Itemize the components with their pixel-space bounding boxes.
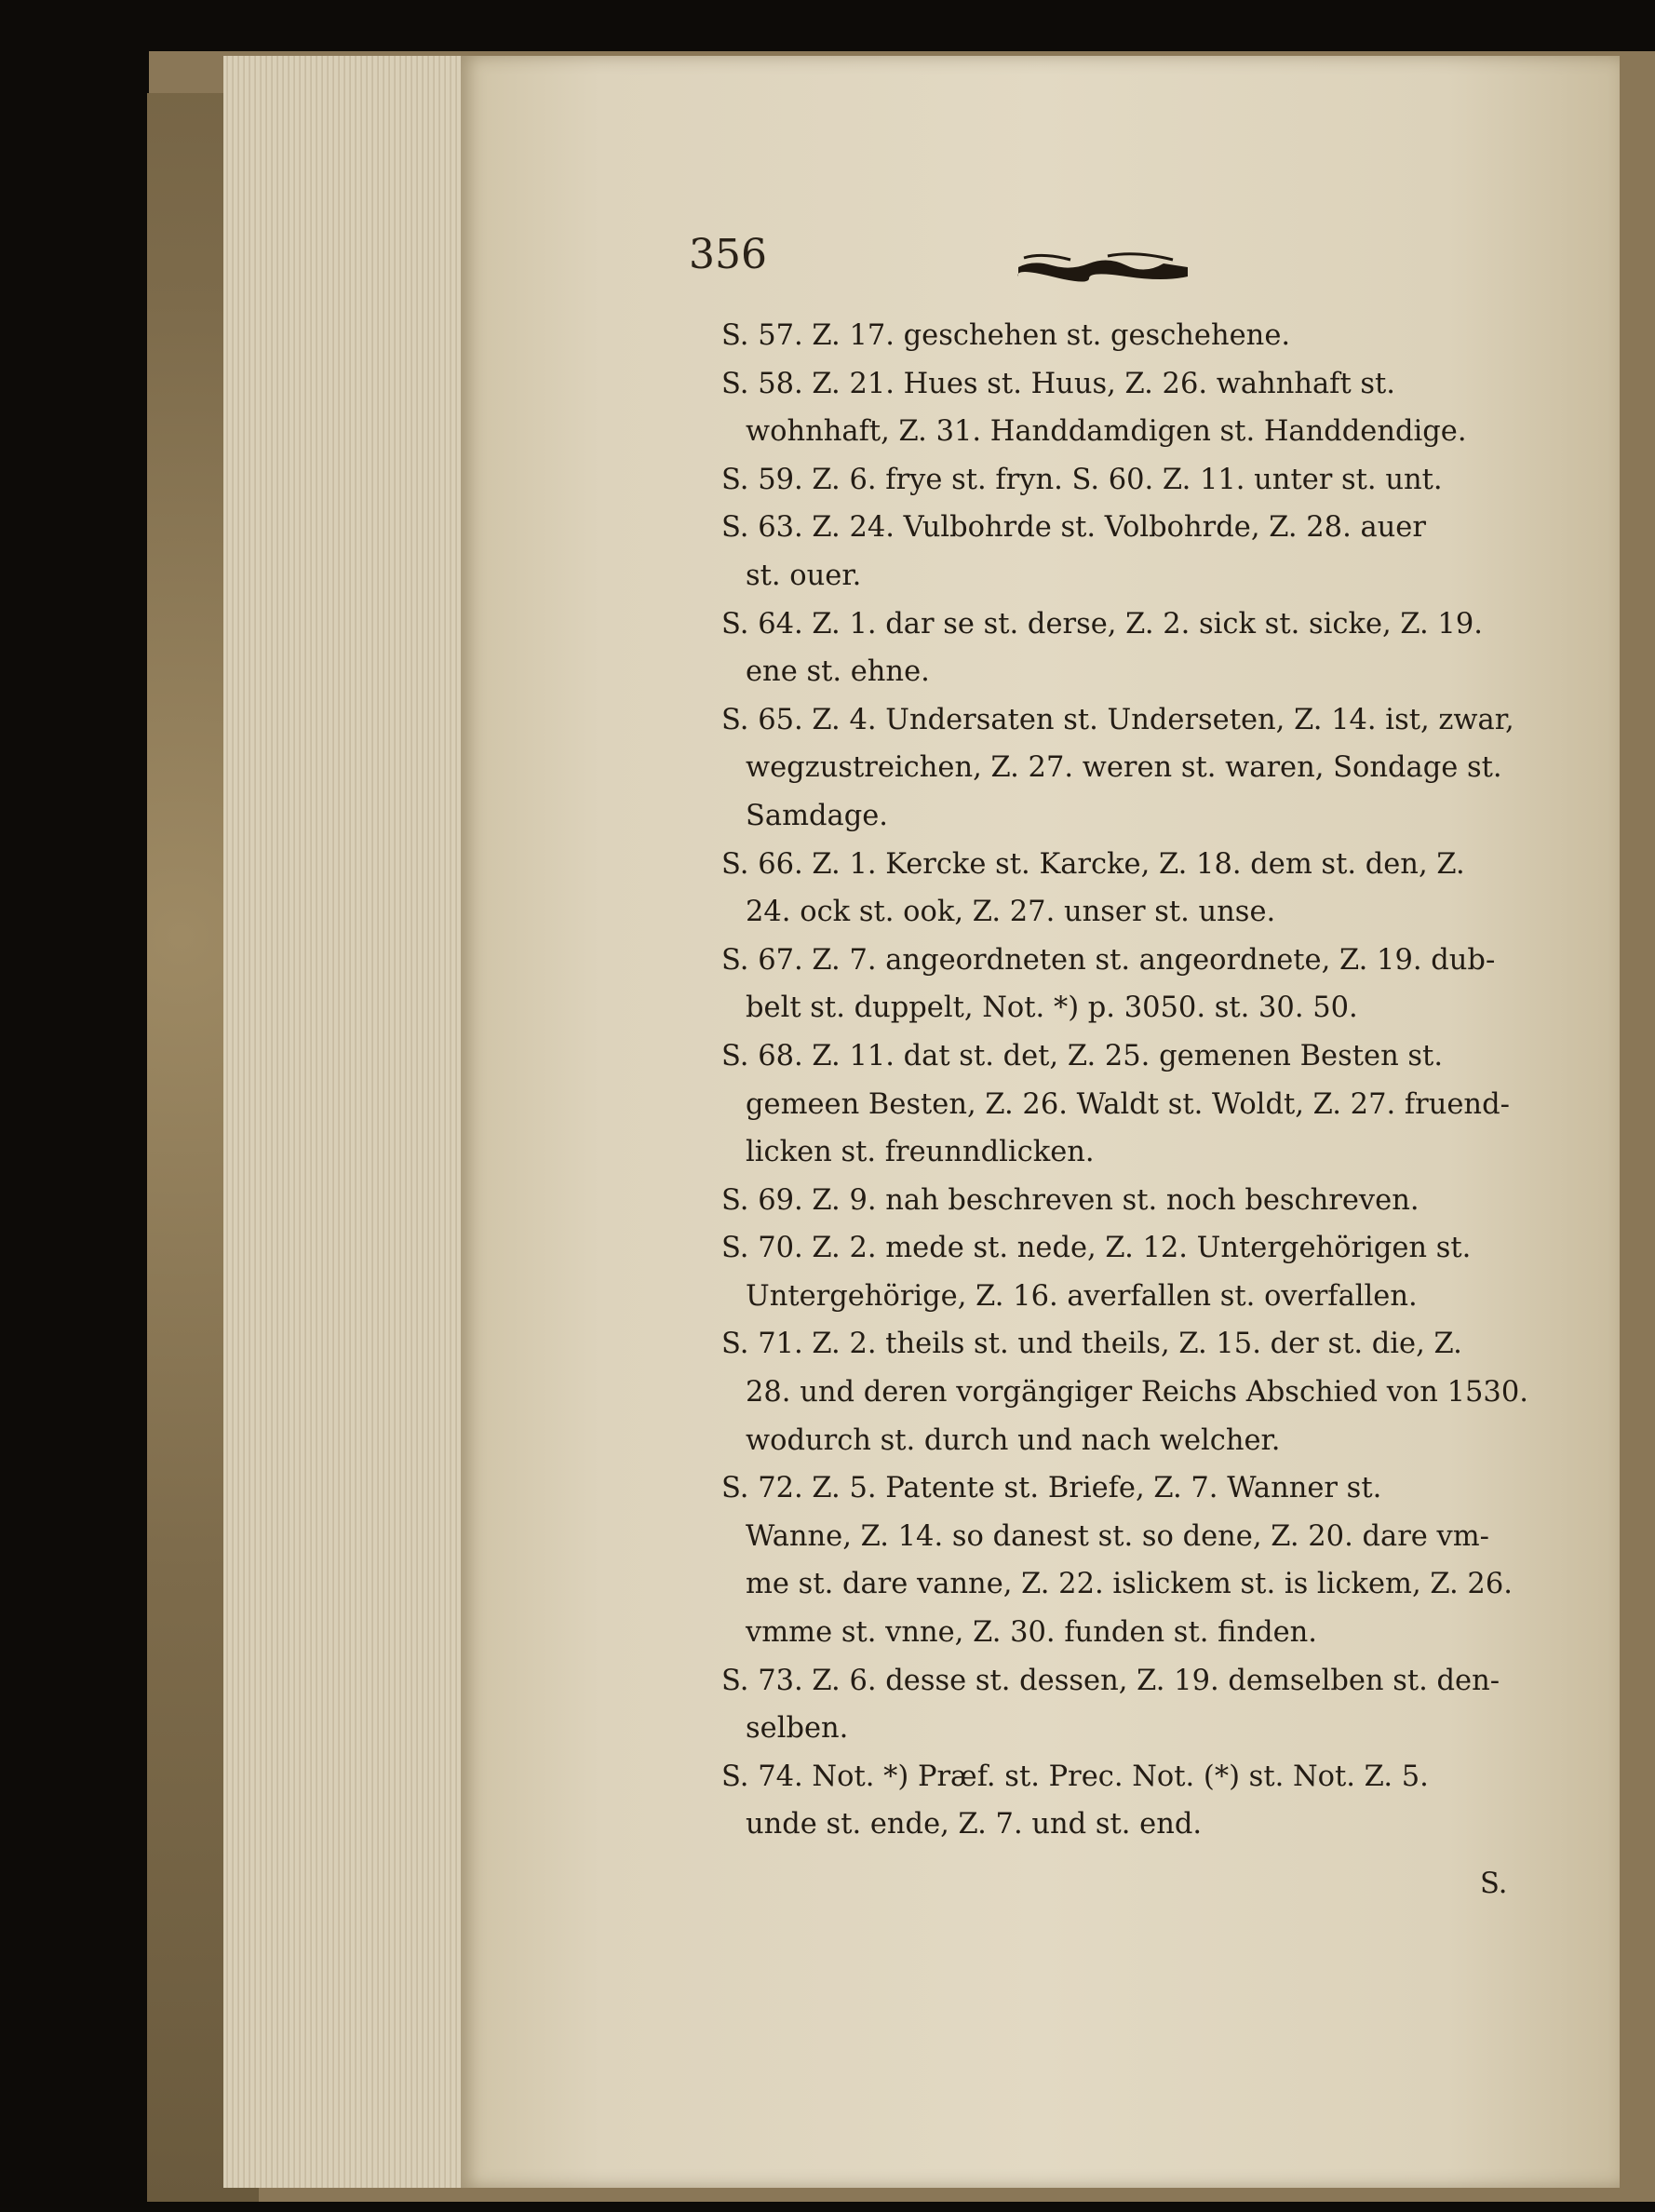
errata-entry bbox=[721, 312, 1541, 360]
errata-line: st. ouer. bbox=[746, 559, 862, 592]
errata-entry bbox=[721, 1320, 1541, 1464]
page-edges bbox=[223, 56, 463, 2188]
decorative-rule-icon bbox=[1015, 247, 1191, 291]
errata-entry bbox=[721, 937, 1541, 1032]
errata-entry bbox=[721, 1753, 1541, 1849]
errata-line: S. 74. Not. *) Præf. st. Prec. Not. (*) st. Not. Z. 5. bbox=[721, 1760, 1429, 1793]
errata-entry bbox=[721, 600, 1541, 696]
errata-line: S. 69. Z. 9. nah beschreven st. noch beschreven. bbox=[721, 1183, 1420, 1217]
errata-line: S. 70. Z. 2. mede st. nede, Z. 12. Untergehörigen st. bbox=[721, 1232, 1472, 1265]
errata-line: S. 58. Z. 21. Hues st. Huus, Z. 26. wahnhaft st. bbox=[721, 367, 1396, 400]
errata-line: belt st. duppelt, Not. *) p. 3050. st. 30. 50. bbox=[746, 991, 1358, 1025]
errata-entry bbox=[721, 1657, 1541, 1753]
errata-line: S. 63. Z. 24. Vulbohrde st. Volbohrde, Z. 28. auer bbox=[721, 511, 1426, 545]
errata-line: gemeen Besten, Z. 26. Waldt st. Woldt, Z. 27. fruend- bbox=[746, 1087, 1510, 1121]
errata-entry bbox=[721, 1032, 1541, 1177]
errata-line: S. 67. Z. 7. angeordneten st. angeordnete, Z. 19. dub- bbox=[721, 943, 1496, 977]
errata-entry bbox=[721, 1224, 1541, 1320]
errata-line: Samdage. bbox=[746, 799, 888, 832]
errata-line: licken st. freunndlicken. bbox=[746, 1136, 1095, 1169]
errata-text bbox=[721, 312, 1541, 1849]
errata-line: wodurch st. durch und nach welcher. bbox=[746, 1423, 1281, 1457]
errata-line: 24. ock st. ook, Z. 27. unser st. unse. bbox=[746, 896, 1276, 929]
errata-entry bbox=[721, 1464, 1541, 1656]
errata-line: S. 57. Z. 17. geschehen st. geschehene. bbox=[721, 319, 1291, 352]
errata-line: 28. und deren vorgängiger Reichs Abschied von 1530. bbox=[746, 1376, 1528, 1409]
errata-line: S. 71. Z. 2. theils st. und theils, Z. 15. der st. die, Z. bbox=[721, 1328, 1462, 1361]
errata-entry bbox=[721, 841, 1541, 937]
errata-line: S. 65. Z. 4. Undersaten st. Underseten, Z. 14. ist, zwar, bbox=[721, 703, 1514, 736]
errata-line: vmme st. vnne, Z. 30. funden st. finden. bbox=[746, 1616, 1318, 1650]
errata-line: wegzustreichen, Z. 27. weren st. waren, Sondage st. bbox=[746, 751, 1502, 785]
errata-line: S. 66. Z. 1. Kercke st. Karcke, Z. 18. dem st. den, Z. bbox=[721, 847, 1465, 881]
errata-entry bbox=[721, 456, 1541, 505]
errata-line: S. 59. Z. 6. frye st. fryn. S. 60. Z. 11. unter st. unt. bbox=[721, 463, 1443, 496]
errata-entry bbox=[721, 696, 1541, 841]
errata-entry bbox=[721, 1177, 1541, 1225]
errata-line: Wanne, Z. 14. so danest st. so dene, Z. 20. dare vm- bbox=[746, 1519, 1489, 1553]
errata-line: wohnhaft, Z. 31. Handdamdigen st. Handdendige. bbox=[746, 415, 1467, 449]
errata-entry bbox=[721, 504, 1541, 600]
errata-line: me st. dare vanne, Z. 22. islickem st. is lickem, Z. 26. bbox=[746, 1568, 1513, 1601]
errata-line: selben. bbox=[746, 1712, 849, 1746]
errata-entry bbox=[721, 360, 1541, 456]
catchword: S. bbox=[1480, 1868, 1508, 1900]
errata-line: unde st. ende, Z. 7. und st. end. bbox=[746, 1808, 1203, 1841]
errata-line: ene st. ehne. bbox=[746, 655, 930, 689]
errata-line: S. 73. Z. 6. desse st. dessen, Z. 19. demselben st. den- bbox=[721, 1664, 1500, 1697]
errata-line: S. 64. Z. 1. dar se st. derse, Z. 2. sick st. sicke, Z. 19. bbox=[721, 607, 1483, 641]
errata-line: S. 68. Z. 11. dat st. det, Z. 25. gemenen Besten st. bbox=[721, 1039, 1444, 1072]
page-number: 356 bbox=[689, 231, 767, 278]
errata-line: Untergehörige, Z. 16. averfallen st. overfallen. bbox=[746, 1279, 1418, 1313]
errata-line: S. 72. Z. 5. Patente st. Briefe, Z. 7. Wanner st. bbox=[721, 1472, 1382, 1505]
